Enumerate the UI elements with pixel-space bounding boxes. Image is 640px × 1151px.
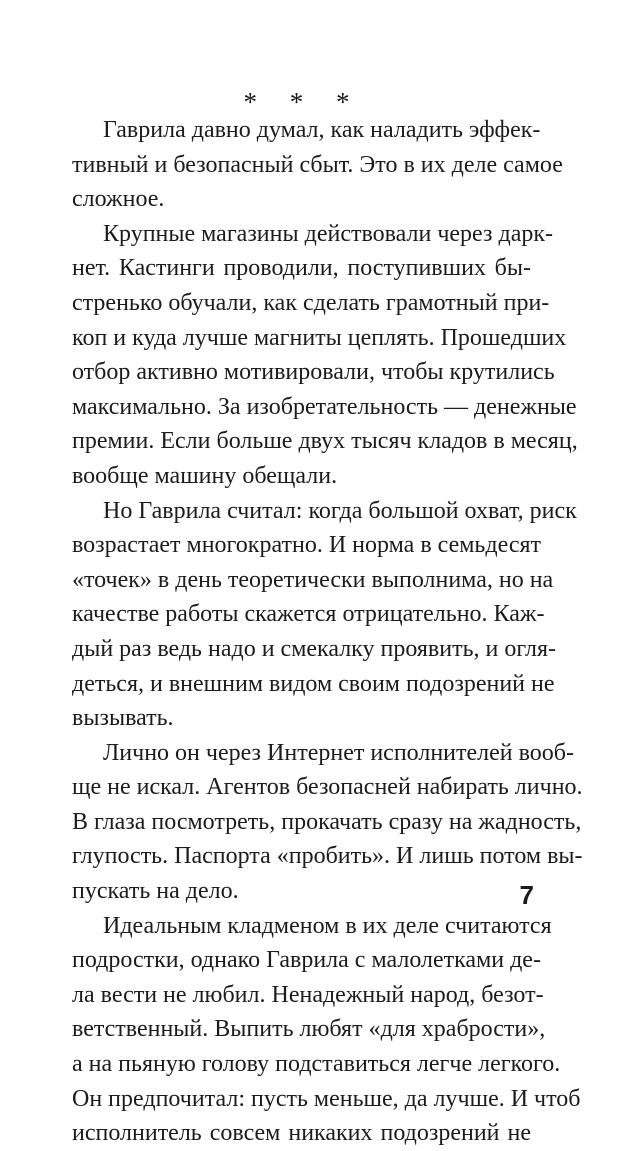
text-line: деться, и внешним видом своим подозрений не	[72, 670, 555, 697]
text-line: Лично он через Интернет исполнителей вооб-	[103, 739, 574, 766]
text-line: В глаза посмотреть, прокачать сразу на жадность,	[72, 808, 582, 835]
text-line: ветственный. Выпить любят «для храбрости»,	[72, 1016, 546, 1043]
text-line: Гаврила давно думал, как наладить эффек-	[103, 117, 541, 143]
text-line: отбор активно мотивировали, чтобы крутились	[72, 359, 555, 386]
text-line: премии. Если больше двух тысяч кладов в месяц,	[72, 428, 578, 455]
text-line: подростки, однако Гаврила с малолетками де-	[72, 947, 541, 974]
text-line: вызывать.	[72, 705, 174, 732]
text-line: вообще машину обещали.	[72, 462, 338, 489]
text-line: коп и куда лучше магниты цеплять. Прошедших	[72, 324, 567, 351]
text-line: глупость. Паспорта «пробить». И лишь потом вы-	[72, 843, 583, 870]
text-line: Но Гаврила считал: когда большой охват, риск	[103, 497, 577, 524]
text-line: исполнитель совсем никаких подозрений не	[72, 1120, 531, 1147]
text-line: максимально. За изобретательность — денежные	[72, 393, 577, 420]
text-line: возрастает многократно. И норма в семьдесят	[72, 532, 542, 559]
text-line: нет. Кастинги проводили, поступивших бы-	[72, 255, 531, 282]
text-line: стренько обучали, как сделать грамотный при-	[72, 289, 550, 316]
text-line: ла вести не любил. Ненадежный народ, безот-	[72, 981, 544, 1008]
text-line: а на пьяную голову подставиться легче легкого.	[72, 1051, 561, 1078]
body-text	[72, 113, 583, 1151]
text-line: ще не искал. Агентов безопасней набирать лично.	[72, 774, 583, 801]
text-line: «точек» в день теоретически выполнима, но на	[72, 566, 554, 593]
page-number: 7	[519, 880, 534, 910]
text-line: сложное.	[72, 186, 165, 213]
text-line: пускать на дело.	[72, 878, 239, 905]
text-line: тивный и безопасный сбыт. Это в их деле самое	[72, 151, 563, 178]
text-line: Он предпочитал: пусть меньше, да лучше. И чтоб	[72, 1085, 581, 1112]
text-line: дый раз ведь надо и смекалку проявить, и огля-	[72, 635, 557, 662]
text-line: качестве работы скажется отрицательно. Каж-	[72, 601, 545, 628]
text-line: Крупные магазины действовали через дарк-	[103, 220, 553, 247]
text-line: Идеальным кладменом в их деле считаются	[103, 912, 552, 939]
section-separator: * * *	[243, 87, 363, 117]
